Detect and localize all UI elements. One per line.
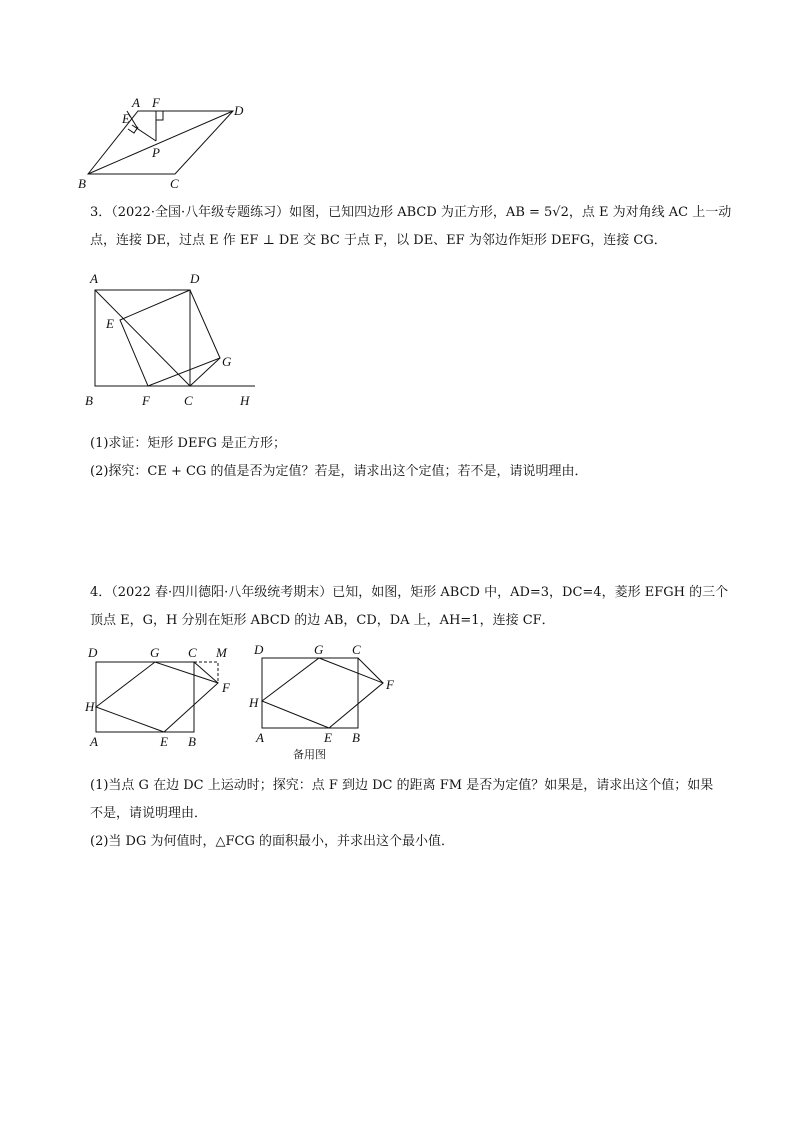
label-a: A (256, 730, 264, 745)
problem4-q2: (2)当 DG 为何值时，△FCG 的面积最小，并求出这个最小值． (90, 834, 454, 849)
label-e: E (106, 316, 114, 331)
segment-cf (358, 658, 383, 683)
figure-square (80, 268, 270, 413)
label-p: P (152, 145, 160, 160)
problem3-q1: (1)求证：矩形 DEFG 是正方形； (90, 436, 286, 451)
label-b: B (85, 393, 93, 408)
segment-cg (190, 358, 220, 386)
label-d: D (234, 103, 244, 118)
segment-cf (194, 662, 218, 683)
label-h: H (240, 393, 250, 408)
label-c: C (188, 645, 197, 660)
problem3-q2: (2)探究：CE + CG 的值是否为定值？若是，请求出这个定值；若不是，请说明理由． (90, 464, 588, 479)
label-m: M (216, 645, 227, 660)
label-h: H (85, 699, 95, 714)
label-a: A (90, 734, 98, 749)
diagonal-ac (95, 290, 190, 386)
label-a: A (132, 95, 140, 110)
label-f: F (142, 393, 150, 408)
label-g: G (150, 645, 160, 660)
label-f: F (386, 677, 394, 692)
label-g: G (314, 642, 324, 657)
problem3-line1: 3．（2022·全国·八年级专题练习）如图，已知四边形 ABCD 为正方形，AB = 5√2，点 E 为对角线 AC 上一动 (90, 205, 732, 220)
label-e: E (324, 730, 332, 745)
rectangle-abcd (96, 662, 194, 732)
right-angle-f (156, 111, 163, 120)
rectangle-abcd (262, 658, 358, 728)
label-f: F (222, 680, 230, 695)
rhombus-efgh (96, 662, 218, 732)
label-b: B (352, 730, 360, 745)
problem4-q1b: 不是，请说明理由． (90, 806, 208, 821)
label-e: E (122, 111, 130, 126)
label-d: D (254, 642, 264, 657)
label-d: D (88, 645, 98, 660)
label-h: H (249, 695, 259, 710)
label-f: F (152, 95, 160, 110)
segment-pe2 (132, 125, 156, 141)
label-e: E (160, 734, 168, 749)
label-g: G (222, 354, 232, 369)
label-c: C (352, 642, 361, 657)
problem3-line2: 点，连接 DE，过点 E 作 EF ⊥ DE 交 BC 于点 F，以 DE、EF 为邻边作矩形 DEFG，连接 CG． (90, 233, 667, 248)
problem4-q1a: (1)当点 G 在边 DC 上运动时；探究：点 F 到边 DC 的距离 FM 是否为定值？如果是，请求出这个值；如果 (90, 778, 714, 793)
rhombus-efgh (262, 658, 383, 728)
label-b: B (78, 176, 86, 191)
problem4-line1: 4．（2022 春·四川德阳·八年级统考期末）已知，如图，矩形 ABCD 中，AD=3，DC=4，菱形 EFGH 的三个 (90, 585, 729, 600)
label-c: C (184, 393, 193, 408)
figure-rhombus-a (82, 645, 242, 755)
label-c: C (170, 176, 179, 191)
figure-caption: 备用图 (293, 748, 326, 761)
figure-rhombus-b (246, 643, 406, 768)
figure-parallelogram (70, 95, 260, 195)
label-b: B (188, 734, 196, 749)
label-d: D (190, 271, 200, 286)
problem4-line2: 顶点 E，G，H 分别在矩形 ABCD 的边 AB，CD，DA 上，AH=1，连接 CF． (90, 613, 555, 628)
label-a: A (90, 271, 98, 286)
